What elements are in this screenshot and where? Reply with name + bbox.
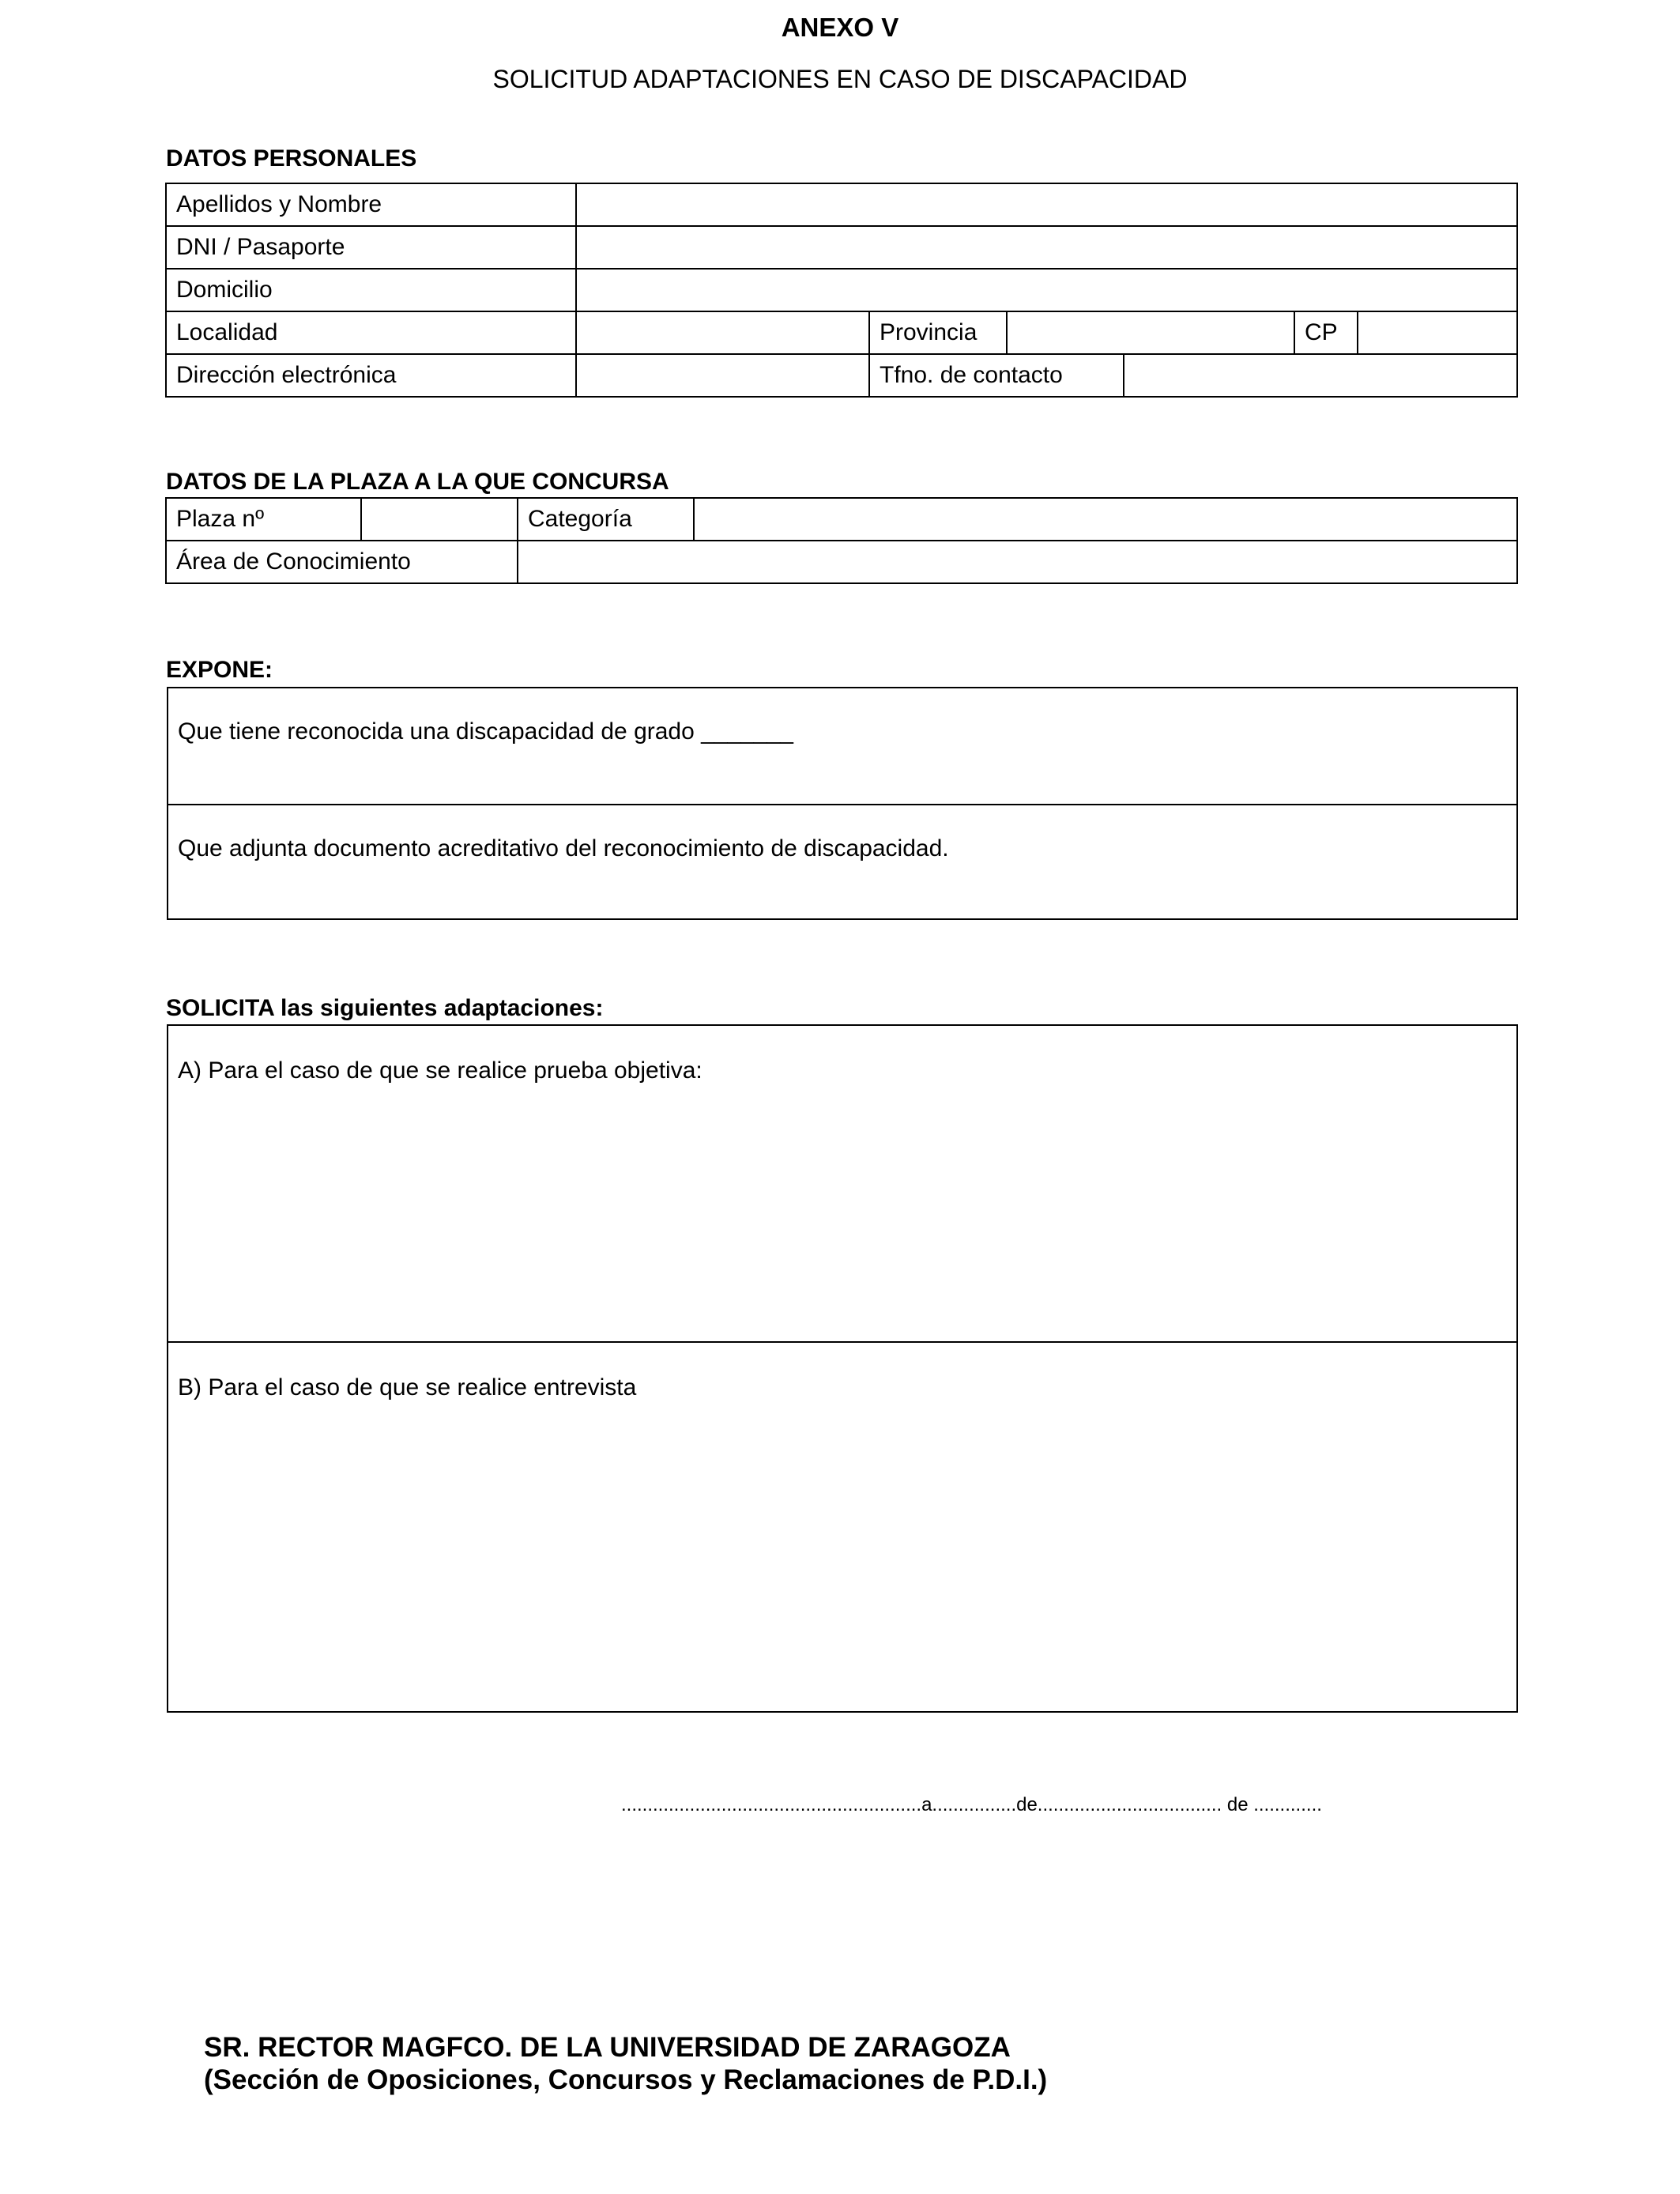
address-label: Domicilio (166, 269, 576, 311)
disability-grade-text: Que tiene reconocida una discapacidad de grado _______ (178, 718, 793, 745)
id-row (166, 226, 1517, 269)
city-label: Localidad (166, 311, 576, 354)
solicita-option-b[interactable] (168, 1341, 1516, 1711)
category-field[interactable] (694, 498, 1517, 541)
city-row (166, 311, 1517, 354)
expone-heading: EXPONE: (166, 657, 273, 683)
city-field[interactable] (576, 311, 869, 354)
id-field[interactable] (576, 226, 1517, 269)
annex-title: ANEXO V (781, 13, 899, 42)
document-attached-text: Que adjunta documento acreditativo del reconocimiento de discapacidad. (178, 835, 949, 861)
option-b-label: B) Para el caso de que se realice entrevista (178, 1374, 637, 1400)
name-label: Apellidos y Nombre (166, 183, 576, 226)
id-label: DNI / Pasaporte (166, 226, 576, 269)
addressee-section-line: (Sección de Oposiciones, Concursos y Reclamaciones de P.D.I.) (204, 2064, 1048, 2095)
category-label: Categoría (518, 498, 694, 541)
place-date-line[interactable]: .........................................................a................de................................... de ............. (621, 1794, 1322, 1815)
solicita-option-a[interactable] (168, 1026, 1516, 1341)
plaza-label: Plaza nº (166, 498, 361, 541)
expone-row-disability (168, 688, 1516, 804)
name-row (166, 183, 1517, 226)
address-row (166, 269, 1517, 311)
plaza-row (166, 498, 1517, 541)
page-title: SOLICITUD ADAPTACIONES EN CASO DE DISCAPACIDAD (492, 65, 1188, 93)
plaza-data-table (165, 497, 1518, 584)
phone-field[interactable] (1124, 354, 1517, 397)
email-label: Dirección electrónica (166, 354, 576, 397)
addressee-line: SR. RECTOR MAGFCO. DE LA UNIVERSIDAD DE ZARAGOZA (204, 2032, 1011, 2063)
solicita-heading: SOLICITA las siguientes adaptaciones: (166, 995, 604, 1021)
expone-box (167, 687, 1518, 920)
province-field[interactable] (1007, 311, 1294, 354)
area-label: Área de Conocimiento (166, 541, 518, 583)
contact-row (166, 354, 1517, 397)
province-label: Provincia (869, 311, 1007, 354)
option-a-label: A) Para el caso de que se realice prueba objetiva: (178, 1057, 703, 1084)
personal-data-table (165, 183, 1518, 398)
plaza-data-heading: DATOS DE LA PLAZA A LA QUE CONCURSA (166, 469, 669, 495)
plaza-number-field[interactable] (361, 498, 518, 541)
name-field[interactable] (576, 183, 1517, 226)
area-field[interactable] (518, 541, 1517, 583)
solicita-box (167, 1024, 1518, 1713)
cp-field[interactable] (1358, 311, 1517, 354)
address-field[interactable] (576, 269, 1517, 311)
area-row (166, 541, 1517, 583)
cp-label: CP (1294, 311, 1358, 354)
email-field[interactable] (576, 354, 869, 397)
personal-data-heading: DATOS PERSONALES (166, 145, 417, 172)
expone-row-document (168, 804, 1516, 918)
phone-label: Tfno. de contacto (869, 354, 1124, 397)
